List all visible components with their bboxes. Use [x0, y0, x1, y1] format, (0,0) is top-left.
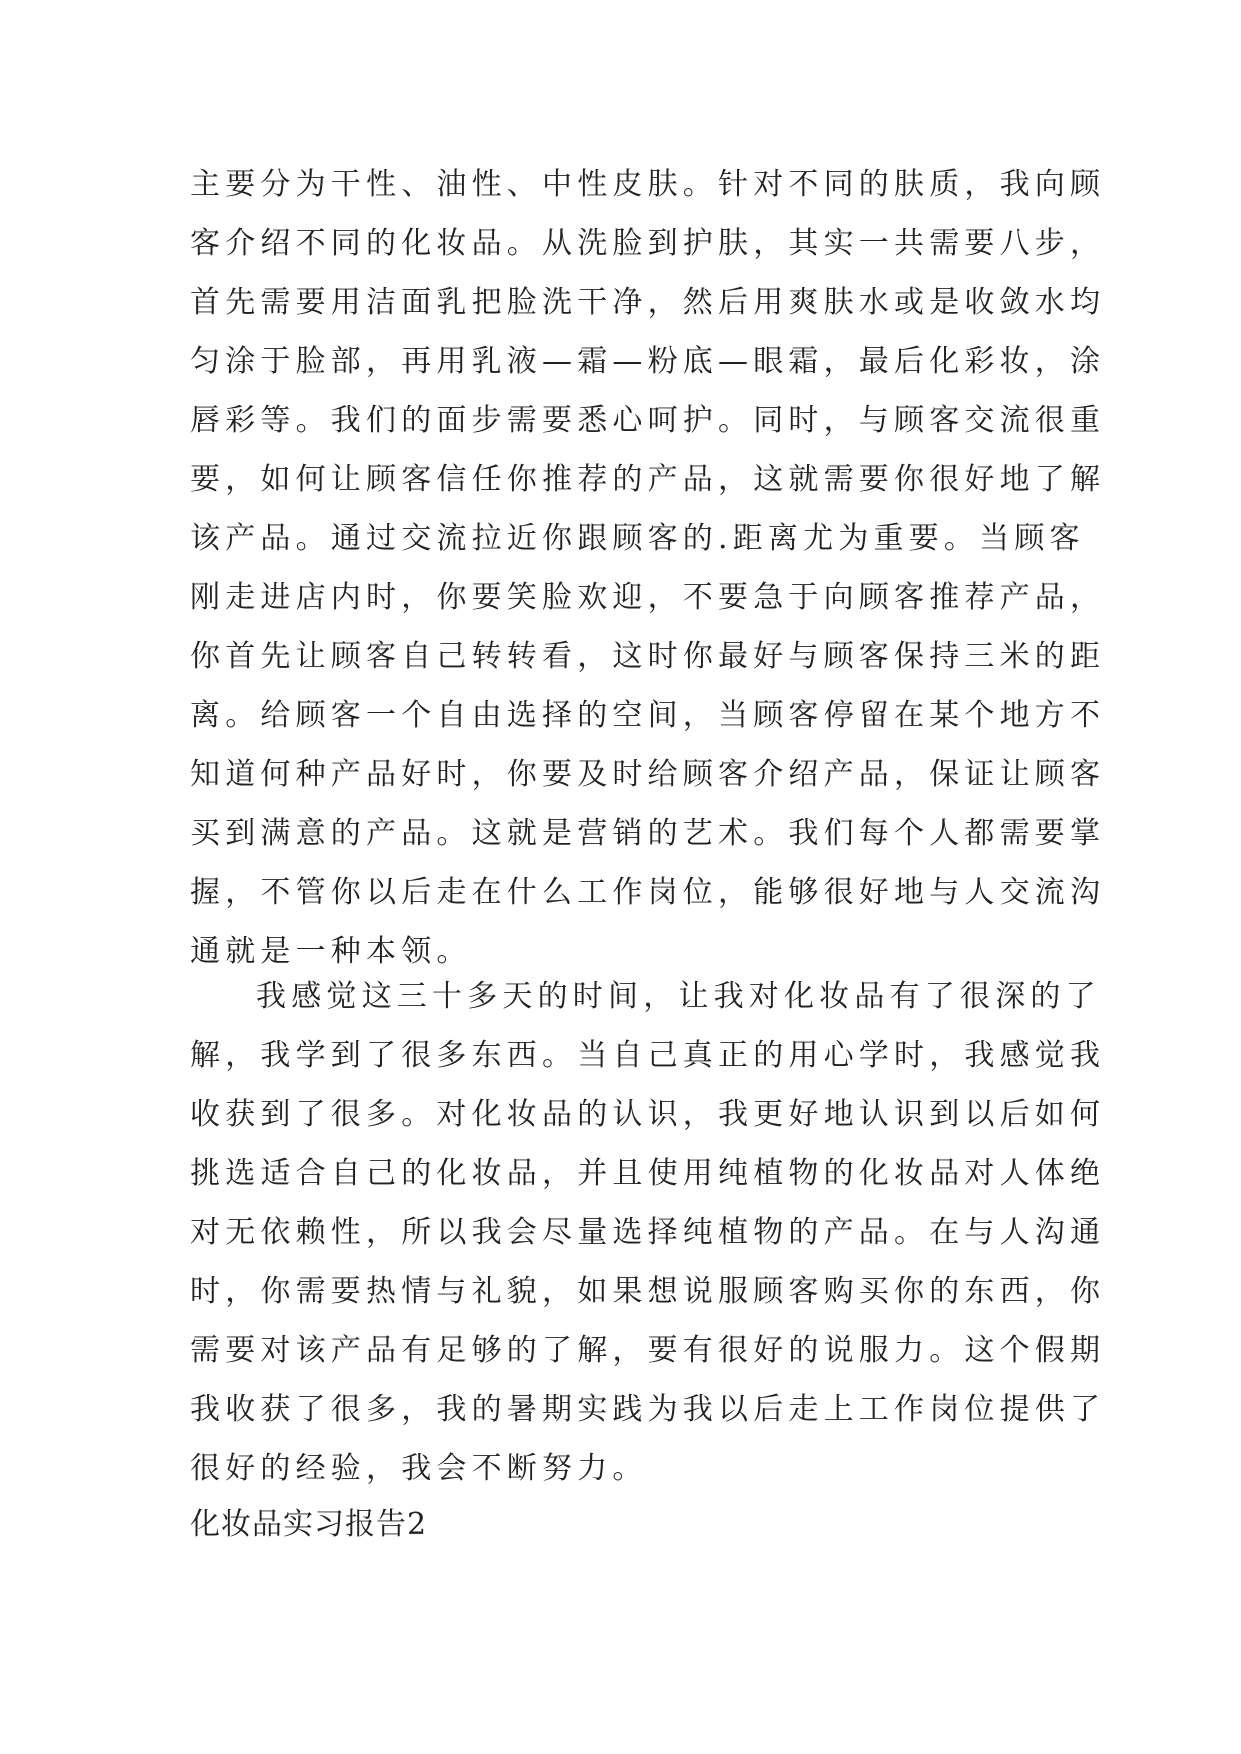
paragraph-line: 主要分为干性、油性、中性皮肤。针对不同的肤质，我向顾 — [190, 167, 1106, 202]
paragraph-line: 时，你需要热情与礼貌，如果想说服顾客购买你的东西，你 — [190, 1274, 1106, 1309]
paragraph-line: 收获到了很多。对化妆品的认识，我更好地认识到以后如何 — [190, 1097, 1106, 1132]
paragraph-line: 握，不管你以后走在什么工作岗位，能够很好地与人交流沟 — [190, 875, 1106, 910]
paragraph-2 — [190, 967, 1106, 1498]
paragraph-line: 客介绍不同的化妆品。从洗脸到护肤，其实一共需要八步， — [190, 226, 1106, 261]
paragraph-line: 对无依赖性，所以我会尽量选择纯植物的产品。在与人沟通 — [190, 1215, 1106, 1250]
paragraph-line: 要，如何让顾客信任你推荐的产品，这就需要你很好地了解 — [190, 462, 1106, 497]
paragraph-line: 买到满意的产品。这就是营销的艺术。我们每个人都需要掌 — [190, 816, 1106, 851]
paragraph-line: 解，我学到了很多东西。当自己真正的用心学时，我感觉我 — [190, 1038, 1106, 1073]
paragraph-line: 我感觉这三十多天的时间，让我对化妆品有了很深的了 — [256, 979, 1101, 1014]
paragraph-line: 知道何种产品好时，你要及时给顾客介绍产品，保证让顾客 — [190, 757, 1106, 792]
paragraph-line: 挑选适合自己的化妆品，并且使用纯植物的化妆品对人体绝 — [190, 1156, 1106, 1191]
paragraph-line: 很好的经验，我会不断努力。 — [190, 1451, 648, 1486]
paragraph-line: 需要对该产品有足够的了解，要有很好的说服力。这个假期 — [190, 1333, 1106, 1368]
paragraph-line: 你首先让顾客自己转转看，这时你最好与顾客保持三米的距 — [190, 639, 1106, 674]
paragraph-line: 匀涂于脸部，再用乳液—霜—粉底—眼霜，最后化彩妆，涂 — [190, 344, 1106, 379]
paragraph-line: 刚走进店内时，你要笑脸欢迎，不要急于向顾客推荐产品， — [190, 580, 1106, 615]
paragraph-line: 该产品。通过交流拉近你跟顾客的.距离尤为重要。当顾客 — [190, 521, 1085, 556]
paragraph-line: 我收获了很多，我的暑期实践为我以后走上工作岗位提供了 — [190, 1392, 1106, 1427]
paragraph-line: 首先需要用洁面乳把脸洗干净，然后用爽肤水或是收敛水均 — [190, 285, 1106, 320]
paragraph-1 — [190, 155, 1106, 981]
paragraph-line: 离。给顾客一个自由选择的空间，当顾客停留在某个地方不 — [190, 698, 1106, 733]
paragraph-line: 唇彩等。我们的面步需要悉心呵护。同时，与顾客交流很重 — [190, 403, 1106, 438]
section-heading: 化妆品实习报告2 — [190, 1507, 428, 1542]
paragraph-line: 通就是一种本领。 — [190, 934, 472, 969]
